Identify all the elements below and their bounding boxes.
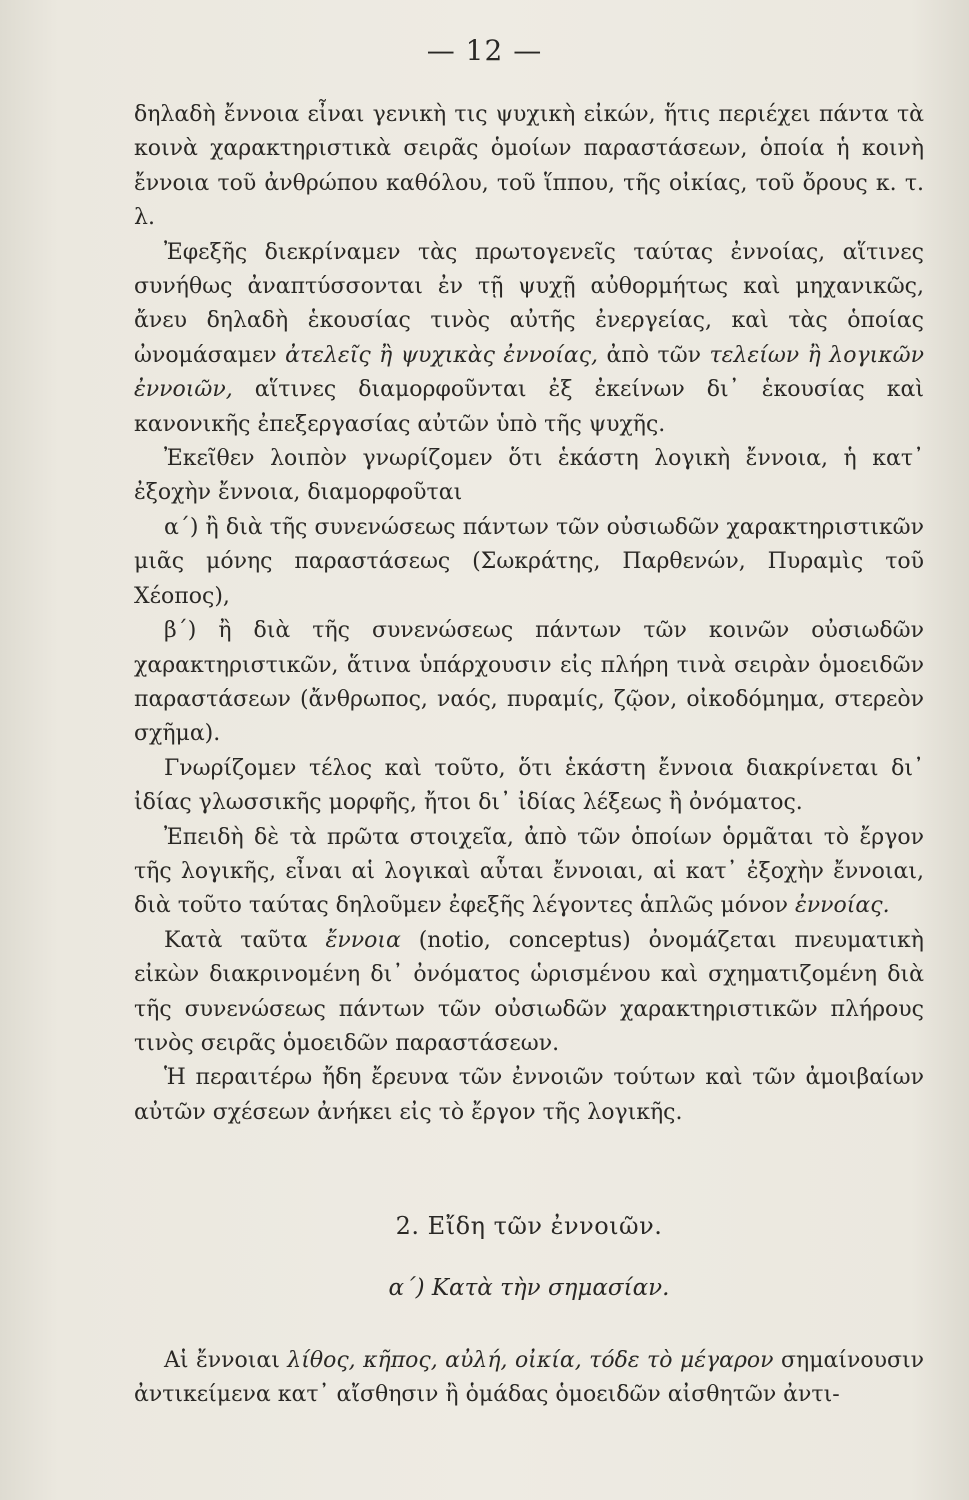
italic-term: ἔννοια: [325, 927, 401, 953]
paragraph-text: Κατὰ ταῦτα: [164, 927, 308, 953]
paragraph-formation: Ἐκεῖθεν λοιπὸν γνωρίζομεν ὅτι ἑκάστη λογικὴ ἔννοια, ἡ κατ᾿ ἐξοχὴν ἔννοια, διαμορφοῦται: [134, 446, 924, 506]
italic-examples: λίθος, κῆπος, αὐλή, οἰκία, τόδε τὸ μέγαρον: [287, 1348, 774, 1373]
enumerated-item-a: α΄) ἢ διὰ τῆς συνενώσεως πάντων τῶν οὐσιωδῶν χαρακτηριστικῶν μιᾶς μόνης παραστάσεως (Σωκράτης, Παρθενών, Πυραμὶς τοῦ Χέοπος),: [134, 514, 924, 609]
paragraph-definition: [134, 924, 924, 1062]
italic-term: ἀτελεῖς ἢ ψυχικὰς ἐννοίας,: [285, 342, 599, 368]
paragraph-text: (notio, conceptus) ὀνομάζεται πνευματικὴ εἰκὼν διακρινομένη δι᾿ ὀνόματος ὡρισμένου καὶ σχηματιζομένη διὰ τῆς συνενώσεως πάντων τῶν οὐσιωδῶν χαρακτηριστικῶν πλήρους τινὸς σειρᾶς ὁμοειδῶν παραστάσεων.: [134, 927, 924, 1056]
paragraph-examples: [134, 1344, 924, 1413]
section-title: 2. Εἴδη τῶν ἐννοιῶν.: [395, 1212, 663, 1240]
paragraph-text: αἵτινες διαμορφοῦνται ἐξ ἐκείνων δι᾿ ἑκουσίας καὶ κανονικῆς ἐπεξεργασίας αὐτῶν ὑπὸ τῆς ψυχῆς.: [134, 377, 925, 437]
paragraph-text: Ἐπειδὴ δὲ τὰ πρῶτα στοιχεῖα, ἀπὸ τῶν ὁποίων ὁρμᾶται τὸ ἔργον τῆς λογικῆς, εἶναι αἱ λογικαὶ αὗται ἔννοιαι, αἱ κατ᾿ ἐξοχὴν ἔννοιαι, διὰ τοῦτο ταύτας δηλοῦμεν ἐφεξῆς λέγοντες ἁπλῶς μόνον: [134, 824, 924, 919]
page-body: [134, 98, 924, 1130]
paragraph-text: Ἐφεξῆς διεκρίναμεν τὰς πρωτογενεῖς ταύτας ἐννοίας, αἵτινες συνήθως ἀναπτύσσονται ἐν τῇ ψυχῇ αὐθορμήτως καὶ μηχανικῶς, ἄνευ δηλαδὴ ἑκουσίας τινὸς αὐτῆς ἐνεργείας, καὶ τὰς ὁποίας ὠνομάσαμεν: [134, 239, 924, 368]
page-tail: [134, 1344, 924, 1413]
paragraph-text: Αἱ ἔννοιαι: [164, 1348, 280, 1373]
paragraph-text: σημαίνουσιν ἀντικείμενα κατ᾿ αἴσθησιν ἢ ὁμάδας ὁμοειδῶν αἰσθητῶν ἀντι-: [134, 1348, 924, 1408]
paragraph-linguistic-form: Γνωρίζομεν τέλος καὶ τοῦτο, ὅτι ἑκάστη ἔννοια διακρίνεται δι᾿ ἰδίας γλωσσικῆς μορφῆς, ἤτοι δι᾿ ἰδίας λέξεως ἢ ὀνόματος.: [134, 755, 924, 816]
paragraph-continuation: δηλαδὴ ἔννοια εἶναι γενικὴ τις ψυχικὴ εἰκών, ἥτις περιέχει πάντα τὰ κοινὰ χαρακτηριστικὰ σειρᾶς ὁμοίων παραστάσεων, ὁποία ἡ κοινὴ ἔννοια τοῦ ἀνθρώπου καθόλου, τοῦ ἵππου, τῆς οἰκίας, τοῦ ὄρους κ. τ. λ.: [134, 102, 924, 231]
section-subtitle: α΄) Κατὰ τὴν σημασίαν.: [388, 1275, 670, 1301]
paragraph-elements: [134, 821, 924, 924]
paragraph-text: ἀπὸ τῶν: [606, 342, 702, 368]
page-number: — 12 —: [426, 34, 543, 67]
paragraph-further-research: Ἡ περαιτέρω ἤδη ἔρευνα τῶν ἐννοιῶν τούτων καὶ τῶν ἀμοιβαίων αὐτῶν σχέσεων ἀνήκει εἰς τὸ ἔργον τῆς λογικῆς.: [134, 1065, 924, 1125]
enumerated-item-b: β΄) ἢ διὰ τῆς συνενώσεως πάντων τῶν κοινῶν οὐσιωδῶν χαρακτηριστικῶν, ἅτινα ὑπάρχουσιν εἰς πλήρη τινὰ σειρὰν ὁμοειδῶν παραστάσεων (ἄνθρωπος, ναός, πυραμίς, ζῷον, οἰκοδόμημα, στερεὸν σχῆμα).: [134, 618, 924, 747]
italic-term: ἐννοίας.: [794, 893, 890, 919]
italic-term: τελείων ἢ λογικῶν ἐννοιῶν,: [134, 342, 924, 403]
paragraph-distinction: [134, 236, 924, 442]
